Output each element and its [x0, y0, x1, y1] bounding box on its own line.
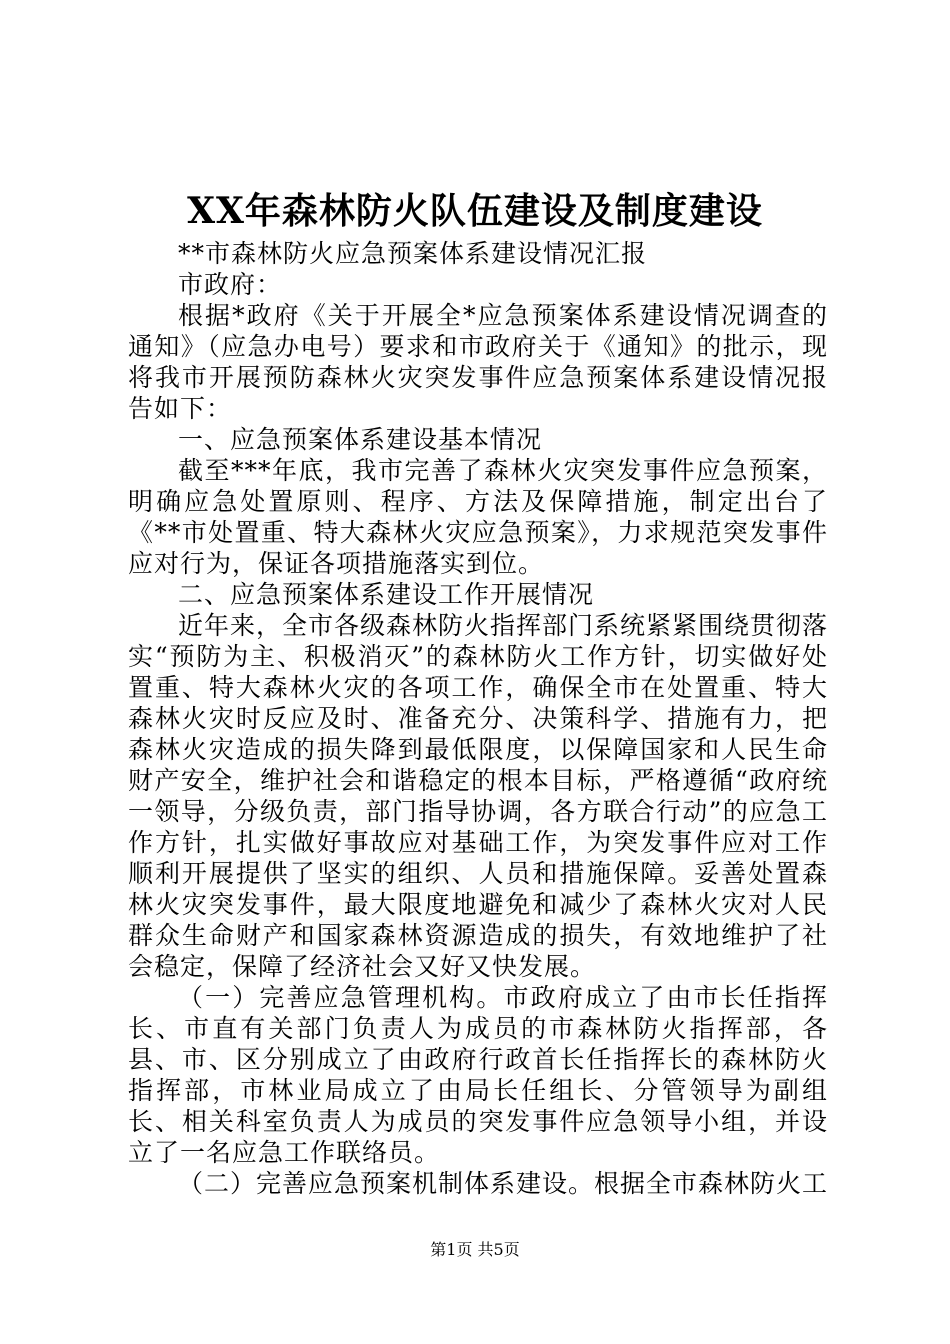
report-heading: **市森林防火应急预案体系建设情况汇报: [178, 239, 648, 268]
section-heading: 一、应急预案体系建设基本情况: [178, 425, 543, 454]
paragraph: （二）完善应急预案机制体系建设。根据全市森林防火工: [178, 1169, 829, 1198]
document-title: XX年森林防火队伍建设及制度建设: [187, 190, 763, 232]
paragraph: （一）完善应急管理机构。市政府成立了由市长任指挥长、市直有关部门负责人为成员的市森林防火指挥部，各县、市、区分别成立了由政府行政首长任指挥长的森林防火指挥部，市林业局成立了由局长任组长、分管领导为副组长、相关科室负责人为成员的突发事件应急领导小组，并设立了一名应急工作联络员。: [128, 983, 828, 1167]
page-footer: 第1页 共5页: [430, 1240, 520, 1259]
paragraph: 截至***年底，我市完善了森林火灾突发事件应急预案，明确应急处置原则、程序、方法及保障措施，制定出台了《**市处置重、特大森林火灾应急预案》，力求规范突发事件应对行为，保证各项措施落实到位。: [128, 456, 828, 578]
section-heading: 二、应急预案体系建设工作开展情况: [178, 580, 595, 609]
paragraph: 近年来，全市各级森林防火指挥部门系统紧紧围绕贯彻落实“预防为主、积极消灭”的森林防火工作方针，切实做好处置重、特大森林火灾的各项工作，确保全市在处置重、特大森林火灾时反应及时、准备充分、决策科学、措施有力，把森林火灾造成的损失降到最低限度，以保障国家和人民生命财产安全，维护社会和谐稳定的根本目标，严格遵循“政府统一领导，分级负责，部门指导协调，各方联合行动”的应急工作方针，扎实做好事故应对基础工作，为突发事件应对工作顺利开展提供了坚实的组织、人员和措施保障。妥善处置森林火灾突发事件，最大限度地避免和减少了森林火灾对人民群众生命财产和国家森林资源造成的损失，有效地维护了社会稳定，保障了经济社会又好又快发展。: [128, 611, 829, 981]
salutation: 市政府：: [178, 270, 283, 299]
paragraph: 根据*政府《关于开展全*应急预案体系建设情况调查的通知》（应急办电号）要求和市政府关于《通知》的批示，现将我市开展预防森林火灾突发事件应急预案体系建设情况报告如下：: [128, 301, 828, 423]
document-body: [128, 238, 828, 1199]
